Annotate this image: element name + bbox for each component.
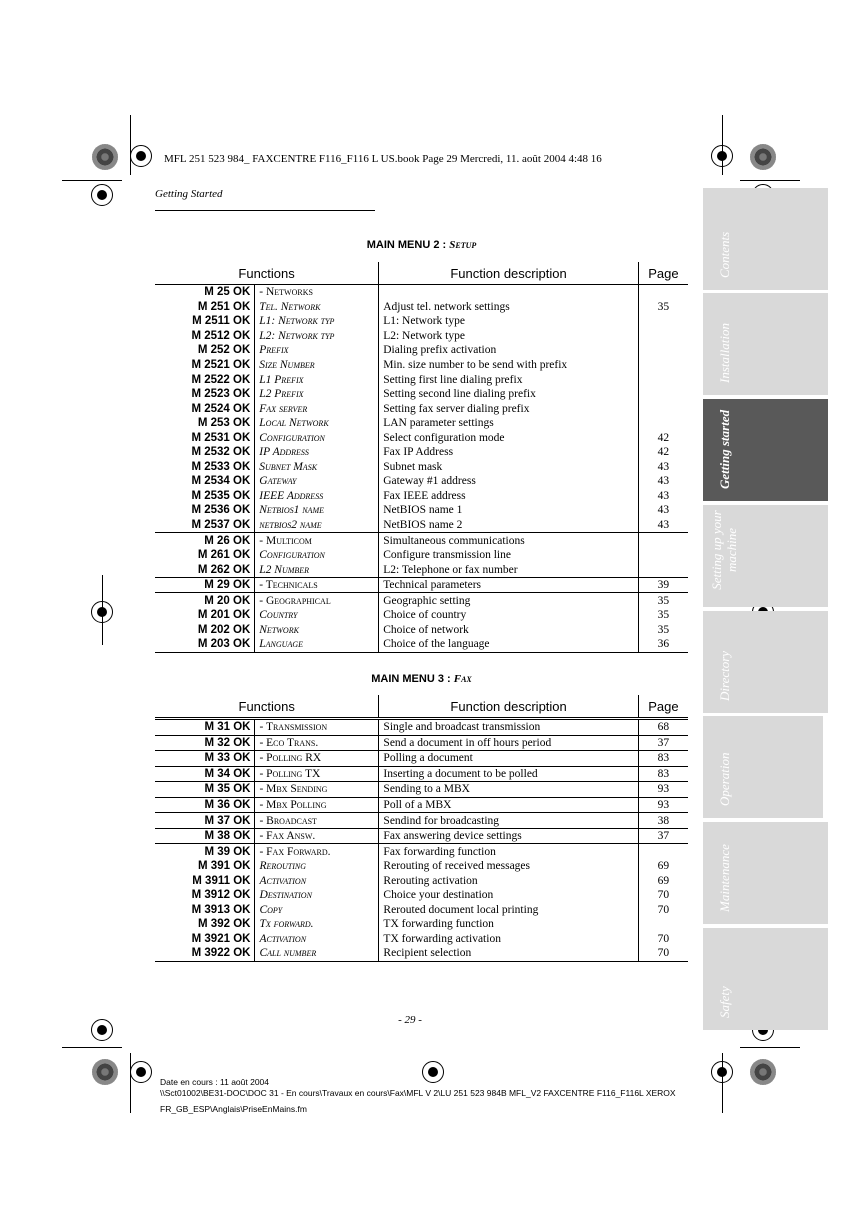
function-name: netbios2 name [255, 518, 379, 533]
function-code: M 2531 OK [191, 431, 251, 444]
table-row [155, 577, 688, 593]
color-disc-icon [92, 1059, 118, 1085]
function-name: Tx forward. [255, 917, 379, 932]
function-code: M 2524 OK [191, 402, 251, 415]
function-name: L2: Network typ [255, 329, 379, 344]
page-ref: 42 [638, 445, 688, 460]
function-name: Local Network [255, 416, 379, 431]
function-code: M 2533 OK [191, 460, 251, 473]
color-disc-icon [92, 144, 118, 170]
function-code: M 201 OK [197, 609, 251, 622]
table-row [155, 873, 688, 888]
function-code: M 391 OK [198, 860, 251, 873]
function-code: M 203 OK [155, 637, 255, 652]
page-ref: 70 [638, 946, 688, 961]
function-description [379, 285, 639, 300]
table-row [155, 637, 688, 652]
function-description: NetBIOS name 2 [379, 518, 639, 533]
function-code: M 20 OK [155, 593, 255, 608]
function-code: M 2512 OK [191, 329, 251, 342]
table-row [155, 518, 688, 533]
function-code: M 2523 OK [191, 388, 251, 401]
function-name: Gateway [255, 474, 379, 489]
function-name: L1 Prefix [255, 372, 379, 387]
sidebar-tab-directory[interactable] [703, 611, 828, 713]
function-description: Rerouting of received messages [379, 859, 638, 874]
registration-target-icon [422, 1061, 444, 1083]
table-row [155, 608, 688, 623]
function-name: Tel. Network [255, 300, 379, 315]
table-row [155, 285, 688, 300]
crop-mark [130, 1053, 131, 1113]
crop-mark [740, 1047, 800, 1048]
function-description: Inserting a document to be polled [379, 766, 638, 782]
registration-target-icon [711, 145, 733, 167]
page-ref: 70 [638, 903, 688, 918]
function-name: - Geographical [255, 593, 379, 608]
crop-mark [62, 1047, 122, 1048]
function-code: M 3913 OK [191, 903, 251, 916]
function-description: Choice of network [379, 623, 639, 638]
function-name: Configuration [255, 548, 379, 563]
table-row [155, 329, 688, 344]
function-code: M 2535 OK [191, 489, 251, 502]
crop-mark [62, 180, 122, 181]
function-code: M 36 OK [155, 797, 255, 813]
table-row [155, 548, 688, 563]
page-ref: 37 [638, 828, 688, 844]
function-name: Configuration [255, 430, 379, 445]
page-ref [638, 387, 688, 402]
function-description: Min. size number to be send with prefix [379, 358, 639, 373]
table-row [155, 888, 688, 903]
function-code: M 3922 OK [155, 946, 255, 961]
function-description: Polling a document [379, 751, 638, 767]
function-code: M 2534 OK [191, 475, 251, 488]
table-row [155, 751, 688, 767]
col-page: Page [638, 262, 688, 285]
color-disc-icon [750, 1059, 776, 1085]
function-description: Fax IP Address [379, 445, 639, 460]
table-row [155, 735, 688, 751]
crop-mark [740, 180, 800, 181]
function-description: Geographic setting [379, 593, 639, 608]
footer-date: Date en cours : 11 août 2004 [160, 1077, 270, 1087]
function-code: M 31 OK [204, 721, 251, 734]
function-name: Size Number [255, 358, 379, 373]
function-code: M 262 OK [197, 563, 251, 576]
page-ref: 37 [638, 735, 688, 751]
function-description: Setting fax server dialing prefix [379, 401, 639, 416]
page-ref: 35 [638, 593, 688, 608]
function-description: Adjust tel. network settings [379, 300, 639, 315]
page-ref [638, 358, 688, 373]
sidebar-tab-maintenance[interactable] [703, 822, 828, 924]
function-description: TX forwarding activation [379, 932, 638, 947]
function-name: - Polling TX [255, 766, 379, 782]
table-row [155, 387, 688, 402]
registration-target-icon [130, 1061, 152, 1083]
function-description: Fax forwarding function [379, 844, 638, 859]
function-name: - Fax Forward. [255, 844, 379, 859]
function-name: IEEE Address [255, 489, 379, 504]
function-description: Poll of a MBX [379, 797, 638, 813]
sidebar-tab-getting-started[interactable] [703, 399, 828, 501]
page-ref: 43 [638, 460, 688, 475]
page-ref [638, 285, 688, 300]
table-row [155, 489, 688, 504]
page-ref: 70 [638, 888, 688, 903]
function-code: M 2532 OK [191, 446, 251, 459]
page-ref: 39 [638, 577, 688, 593]
table-row [155, 593, 688, 608]
sidebar-tab-label: Setting up your machine [709, 510, 739, 590]
page-ref: 35 [638, 300, 688, 315]
function-name: - Technicals [255, 577, 379, 593]
function-name: - Multicom [255, 533, 379, 548]
function-name: Activation [255, 873, 379, 888]
function-code: M 2537 OK [191, 519, 251, 532]
sidebar-tab-label: Maintenance [717, 844, 732, 912]
running-title: Getting Started [155, 188, 223, 200]
table-row [155, 932, 688, 947]
function-name: Network [255, 623, 379, 638]
function-description: Rerouting activation [379, 873, 638, 888]
function-code: M 32 OK [155, 735, 255, 751]
function-description: Simultaneous communications [379, 533, 639, 548]
page-ref [638, 329, 688, 344]
function-code: M 38 OK [155, 828, 255, 844]
page-ref [638, 416, 688, 431]
col-function-description: Function description [379, 695, 638, 719]
function-code: M 251 OK [197, 300, 251, 313]
page-ref [638, 343, 688, 358]
table-row [155, 343, 688, 358]
function-name: Prefix [255, 343, 379, 358]
function-description: Single and broadcast transmission [379, 719, 638, 736]
sidebar-tab-label: Contents [717, 231, 732, 278]
table-row [155, 719, 688, 736]
function-description: Setting second line dialing prefix [379, 387, 639, 402]
function-name: - Broadcast [255, 813, 379, 829]
page-ref [638, 844, 688, 859]
col-functions: Functions [155, 262, 379, 285]
function-code: M 3912 OK [191, 889, 251, 902]
sidebar-tab-label: Directory [717, 650, 732, 701]
function-code: M 3921 OK [191, 932, 251, 945]
sidebar-tab-label: Safety [717, 986, 732, 1018]
table-row [155, 474, 688, 489]
page-ref: 93 [638, 797, 688, 813]
table-row [155, 416, 688, 431]
function-name: - Networks [255, 285, 379, 300]
function-description: L2: Network type [379, 329, 639, 344]
page-ref: 35 [638, 608, 688, 623]
menu2-title: MAIN MENU 2 : Setup [366, 239, 477, 251]
function-description: Fax IEEE address [379, 489, 639, 504]
table-row [155, 813, 688, 829]
function-name: Copy [255, 903, 379, 918]
function-description: Dialing prefix activation [379, 343, 639, 358]
function-code: M 2511 OK [192, 315, 251, 328]
page-ref: 70 [638, 932, 688, 947]
page-ref: 43 [638, 489, 688, 504]
function-code: M 25 OK [204, 286, 251, 299]
function-description: NetBIOS name 1 [379, 503, 639, 518]
table-row [155, 533, 688, 548]
function-code: M 37 OK [155, 813, 255, 829]
sidebar-tab-installation[interactable] [703, 293, 828, 395]
function-code: M 252 OK [197, 344, 251, 357]
function-description: Select configuration mode [379, 430, 639, 445]
function-name: Country [255, 608, 379, 623]
table-row [155, 844, 688, 859]
page-ref: 83 [638, 766, 688, 782]
crop-mark [102, 575, 103, 645]
footer-path: \\Sct01002\BE31-DOC\DOC 31 - En cours\Travaux en cours\Fax\MFL V 2\LU 251 523 984B MFL_V2 FAXCENTRE F116_F116L XEROX [160, 1088, 676, 1098]
function-name: Subnet Mask [255, 460, 379, 475]
function-description: Send a document in off hours period [379, 735, 638, 751]
function-name: IP Address [255, 445, 379, 460]
book-info-line: MFL 251 523 984_ FAXCENTRE F116_F116 L US.book Page 29 Mercredi, 11. août 2004 4:48 16 [164, 153, 602, 165]
function-name: Netbios1 name [255, 503, 379, 518]
table-row [155, 623, 688, 638]
function-description: Technical parameters [379, 577, 639, 593]
function-description: Sendind for broadcasting [379, 813, 638, 829]
col-page: Page [638, 695, 688, 719]
function-description: Choice of the language [379, 637, 639, 652]
table-row [155, 372, 688, 387]
menu3-title: MAIN MENU 3 : Fax [371, 673, 472, 685]
table-row [155, 562, 688, 577]
function-name: - Transmission [255, 719, 379, 736]
function-description: Subnet mask [379, 460, 639, 475]
table-row [155, 917, 688, 932]
table-row [155, 445, 688, 460]
function-description: Gateway #1 address [379, 474, 639, 489]
sidebar-tab-label: Installation [717, 323, 732, 383]
function-name: Language [255, 637, 379, 652]
function-code: M 261 OK [197, 549, 251, 562]
table-row [155, 903, 688, 918]
crop-mark [130, 115, 131, 175]
function-code: M 39 OK [155, 844, 255, 859]
table-row [155, 946, 688, 961]
function-description: Setting first line dialing prefix [379, 372, 639, 387]
table-row [155, 358, 688, 373]
page-ref: 43 [638, 518, 688, 533]
table-row [155, 797, 688, 813]
function-description: Rerouted document local printing [379, 903, 638, 918]
function-code: M 2521 OK [191, 359, 251, 371]
page-ref: 83 [638, 751, 688, 767]
function-name: - Polling RX [255, 751, 379, 767]
function-name: Call number [255, 946, 379, 961]
col-functions: Functions [155, 695, 379, 719]
function-name: Rerouting [255, 859, 379, 874]
function-name: Activation [255, 932, 379, 947]
page-ref: 68 [638, 719, 688, 736]
function-description: LAN parameter settings [379, 416, 639, 431]
table-row [155, 859, 688, 874]
function-code: M 253 OK [197, 417, 251, 430]
function-description: Fax answering device settings [379, 828, 638, 844]
page-ref [638, 917, 688, 932]
sidebar-tab-label: Getting started [717, 409, 732, 489]
function-code: M 29 OK [155, 577, 255, 593]
registration-target-icon [91, 184, 113, 206]
page-ref: 43 [638, 503, 688, 518]
page-ref [638, 533, 688, 548]
header-rule [155, 210, 375, 211]
function-name: - Eco Trans. [255, 735, 379, 751]
registration-target-icon [711, 1061, 733, 1083]
color-disc-icon [750, 144, 776, 170]
function-name: L2 Number [255, 562, 379, 577]
table-row [155, 300, 688, 315]
function-name: - Mbx Polling [255, 797, 379, 813]
col-function-description: Function description [379, 262, 639, 285]
table-row [155, 401, 688, 416]
page-ref: 38 [638, 813, 688, 829]
function-description: Choice your destination [379, 888, 638, 903]
function-description: Recipient selection [379, 946, 638, 961]
function-name: L1: Network typ [255, 314, 379, 329]
function-name: - Fax Answ. [255, 828, 379, 844]
sidebar-tab-setting-up-your-machine[interactable] [703, 505, 828, 607]
menu3-table [155, 695, 688, 962]
function-code: M 34 OK [155, 766, 255, 782]
page-ref: 69 [638, 873, 688, 888]
function-code: M 392 OK [198, 918, 251, 931]
sidebar-tab-operation[interactable] [703, 716, 823, 818]
sidebar-tab-label: Operation [717, 752, 732, 806]
function-description: L1: Network type [379, 314, 639, 329]
function-code: M 3911 OK [192, 874, 251, 887]
table-row [155, 828, 688, 844]
sidebar-tab-contents[interactable] [703, 188, 828, 290]
function-name: L2 Prefix [255, 387, 379, 402]
function-name: Destination [255, 888, 379, 903]
footer-file: FR_GB_ESP\Anglais\PriseEnMains.fm [160, 1104, 307, 1114]
function-code: M 202 OK [197, 623, 251, 636]
table-row [155, 503, 688, 518]
menu2-table [155, 262, 688, 653]
page-ref: 69 [638, 859, 688, 874]
page-ref [638, 548, 688, 563]
table-row [155, 782, 688, 798]
page-ref: 43 [638, 474, 688, 489]
page-ref [638, 372, 688, 387]
function-code: M 2522 OK [191, 373, 251, 386]
function-code: M 2536 OK [191, 504, 251, 517]
table-row [155, 766, 688, 782]
registration-target-icon [130, 145, 152, 167]
function-description: Sending to a MBX [379, 782, 638, 798]
function-code: M 26 OK [155, 533, 255, 548]
page-ref: 42 [638, 430, 688, 445]
page-ref: 36 [638, 637, 688, 652]
function-description: TX forwarding function [379, 917, 638, 932]
function-name: - Mbx Sending [255, 782, 379, 798]
table-row [155, 430, 688, 445]
function-description: Configure transmission line [379, 548, 639, 563]
page-ref: 93 [638, 782, 688, 798]
page-number: - 29 - [398, 1014, 422, 1026]
function-code: M 35 OK [155, 782, 255, 798]
table-row [155, 460, 688, 475]
function-name: Fax server [255, 401, 379, 416]
function-code: M 33 OK [155, 751, 255, 767]
function-description: Choice of country [379, 608, 639, 623]
page-ref [638, 401, 688, 416]
page-ref [638, 314, 688, 329]
function-description: L2: Telephone or fax number [379, 562, 639, 577]
page-ref [638, 562, 688, 577]
table-row [155, 314, 688, 329]
page-ref: 35 [638, 623, 688, 638]
